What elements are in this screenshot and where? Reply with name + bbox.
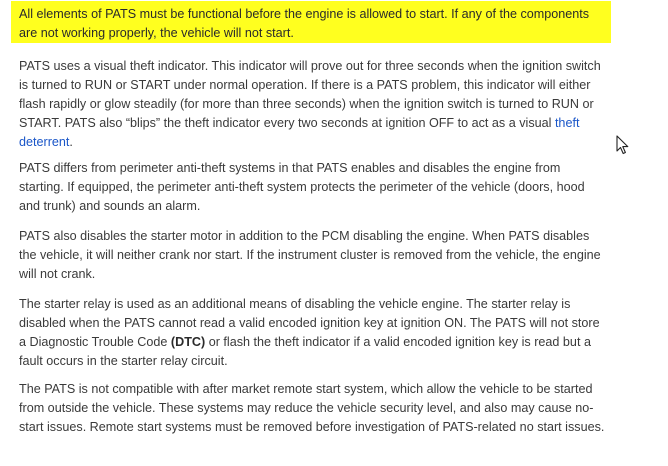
- paragraph-perimeter-systems: [19, 159, 605, 216]
- paragraph-theft-indicator: [19, 57, 605, 152]
- paragraph-starter-motor-text: PATS also disables the starter motor in addition to the PCM disabling the engine. When PATS disables the vehicle, it will neither crank nor start. If the instrument cluster is removed from the vehicle, the engine will not crank.: [19, 229, 601, 281]
- paragraph-remote-start: [19, 380, 605, 437]
- paragraph-perimeter-systems-text: PATS differs from perimeter anti-theft systems in that PATS enables and disables the engine from starting. If equipped, the perimeter anti-theft system protects the perimeter of the vehicle (doors, hood and trunk) and sounds an alarm.: [19, 161, 585, 213]
- paragraph-starter-relay-text: The starter relay is used as an additional means of disabling the vehicle engine. The starter relay is disabled when the PATS cannot read a valid encoded ignition key at ignition ON. The PATS will not store a Diagnostic Trouble Code: [19, 297, 600, 349]
- paragraph-remote-start-text: The PATS is not compatible with after market remote start system, which allow the vehicle to be started from outside the vehicle. These systems may reduce the vehicle security level, and also may cause no-start issues. Remote start systems must be removed before investigation of PATS-related no start issues.: [19, 382, 605, 434]
- mouse-pointer-icon: [616, 135, 630, 155]
- theft-deterrent-link[interactable]: theft deterrent: [19, 116, 580, 149]
- paragraph-theft-indicator-text: PATS uses a visual theft indicator. This indicator will prove out for three seconds when the ignition switch is turned to RUN or START under normal operation. If there is a PATS problem, this indicator will either flash rapidly or glow steadily (for more than three seconds) when the ignition switch is turned to RUN or START. PATS also “blips” the theft indicator every two seconds at ignition OFF to act as a visual: [19, 59, 601, 130]
- paragraph-theft-indicator-end: .: [69, 135, 73, 149]
- dtc-bold-text: (DTC): [170, 335, 206, 349]
- paragraph-starter-relay: [19, 295, 605, 371]
- paragraph-starter-motor: [19, 227, 605, 284]
- highlighted-note: [19, 5, 605, 43]
- highlighted-note-text: All elements of PATS must be functional before the engine is allowed to start. If any of the components are not working properly, the vehicle will not start.: [19, 7, 590, 40]
- paragraph-starter-relay-end: or flash the theft indicator if a valid encoded ignition key is read but a fault occurs in the starter relay circuit.: [19, 335, 591, 368]
